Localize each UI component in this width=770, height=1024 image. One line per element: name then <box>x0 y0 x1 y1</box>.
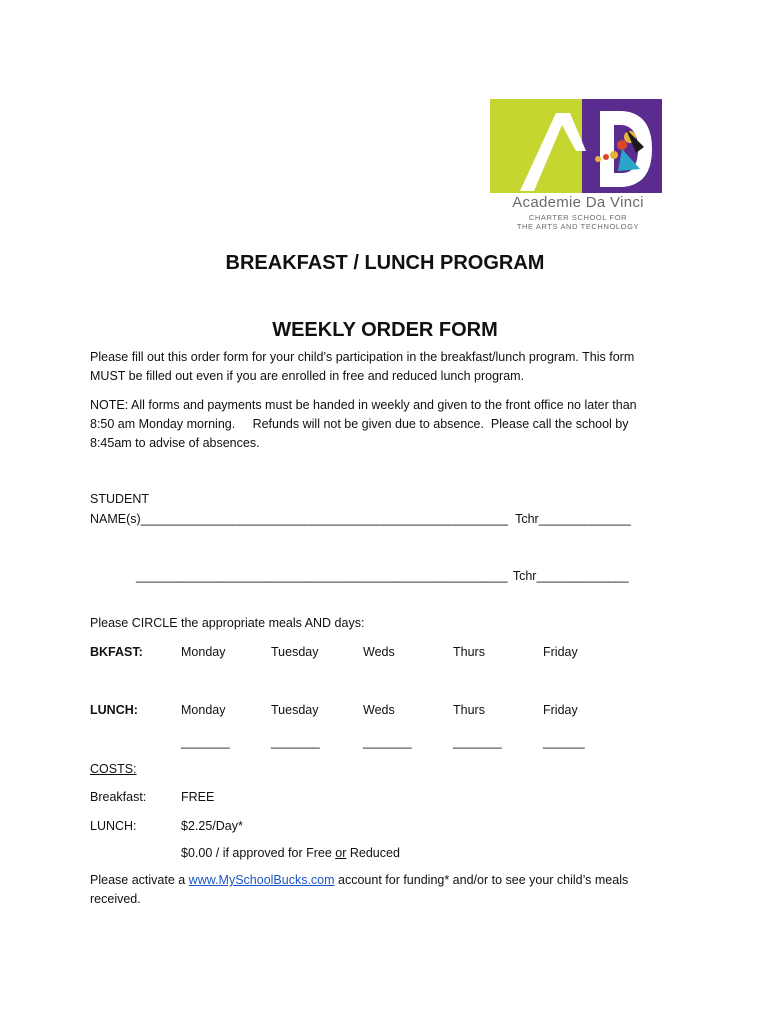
blank-weds[interactable]: _______ <box>363 735 412 749</box>
costs-heading: COSTS: <box>90 762 137 776</box>
student-name-row-1 <box>90 510 630 529</box>
breakfast-day-monday[interactable]: Monday <box>181 645 226 659</box>
blank-tuesday[interactable]: _______ <box>271 735 320 749</box>
reduced-cost-or: or <box>335 846 347 860</box>
student-label: STUDENT <box>90 492 150 506</box>
reduced-cost-post: Reduced <box>346 846 400 860</box>
teacher-label-2: Tchr <box>512 569 537 583</box>
footer-line-1 <box>90 871 628 890</box>
name-label: NAME(s) <box>90 512 141 526</box>
student-name-field-1[interactable]: ________________________________________________________ <box>140 512 508 526</box>
breakfast-day-weds[interactable]: Weds <box>363 645 395 659</box>
footer-post: account for funding* and/or to see your child’s meals <box>334 873 629 887</box>
logo-school-name: Academie Da Vinci <box>512 194 644 211</box>
note-text-line-3: 8:45am to advise of absences. <box>90 436 260 450</box>
lunch-cost-label: LUNCH: <box>90 819 137 833</box>
myschoolbucks-link[interactable]: www.MySchoolBucks.com <box>188 873 335 887</box>
reduced-cost-pre: $0.00 / if approved for Free <box>181 846 336 860</box>
logo-subtitle-1: CHARTER SCHOOL FOR <box>528 213 628 222</box>
lunch-day-monday[interactable]: Monday <box>181 703 226 717</box>
student-name-field-2[interactable]: _______________________________________________________ <box>136 569 508 583</box>
teacher-field-1[interactable]: ______________ <box>538 512 631 526</box>
logo-subtitle-2: THE ARTS AND TECHNOLOGY <box>516 222 640 231</box>
blank-friday[interactable]: ______ <box>543 735 585 749</box>
lunch-day-tuesday[interactable]: Tuesday <box>271 703 319 717</box>
lunch-day-weds[interactable]: Weds <box>363 703 395 717</box>
breakfast-day-thurs[interactable]: Thurs <box>453 645 485 659</box>
note-text-line-1: NOTE: All forms and payments must be handed in weekly and given to the front office no later than <box>90 398 637 412</box>
blank-monday[interactable]: _______ <box>181 735 230 749</box>
footer-pre: Please activate a <box>90 873 189 887</box>
page-subtitle: WEEKLY ORDER FORM <box>272 319 498 341</box>
teacher-field-2[interactable]: ______________ <box>536 569 629 583</box>
school-logo <box>482 96 674 236</box>
lunch-cost-value: $2.25/Day* <box>181 819 243 833</box>
breakfast-day-tuesday[interactable]: Tuesday <box>271 645 319 659</box>
student-name-row-2 <box>136 567 628 586</box>
note-text-line-2: 8:50 am Monday morning. Refunds will not be given due to absence. Please call the school by <box>90 417 629 431</box>
intro-text-line-1: Please fill out this order form for your child’s participation in the breakfast/lunch program. This form <box>90 350 635 364</box>
intro-text-line-2: MUST be filled out even if you are enrolled in free and reduced lunch program. <box>90 369 525 383</box>
lunch-label: LUNCH: <box>90 703 138 717</box>
breakfast-label: BKFAST: <box>90 645 143 659</box>
breakfast-day-friday[interactable]: Friday <box>543 645 578 659</box>
lunch-day-thurs[interactable]: Thurs <box>453 703 485 717</box>
lunch-day-friday[interactable]: Friday <box>543 703 578 717</box>
logo-mark <box>490 99 666 195</box>
page-title: BREAKFAST / LUNCH PROGRAM <box>225 252 545 274</box>
circle-instruction: Please CIRCLE the appropriate meals AND days: <box>90 616 365 630</box>
footer-line-2: received. <box>90 892 141 906</box>
breakfast-cost-label: Breakfast: <box>90 790 147 804</box>
blank-thurs[interactable]: _______ <box>453 735 502 749</box>
breakfast-cost-value: FREE <box>181 790 215 804</box>
teacher-label-1: Tchr <box>515 512 539 526</box>
reduced-cost-note <box>181 844 400 863</box>
